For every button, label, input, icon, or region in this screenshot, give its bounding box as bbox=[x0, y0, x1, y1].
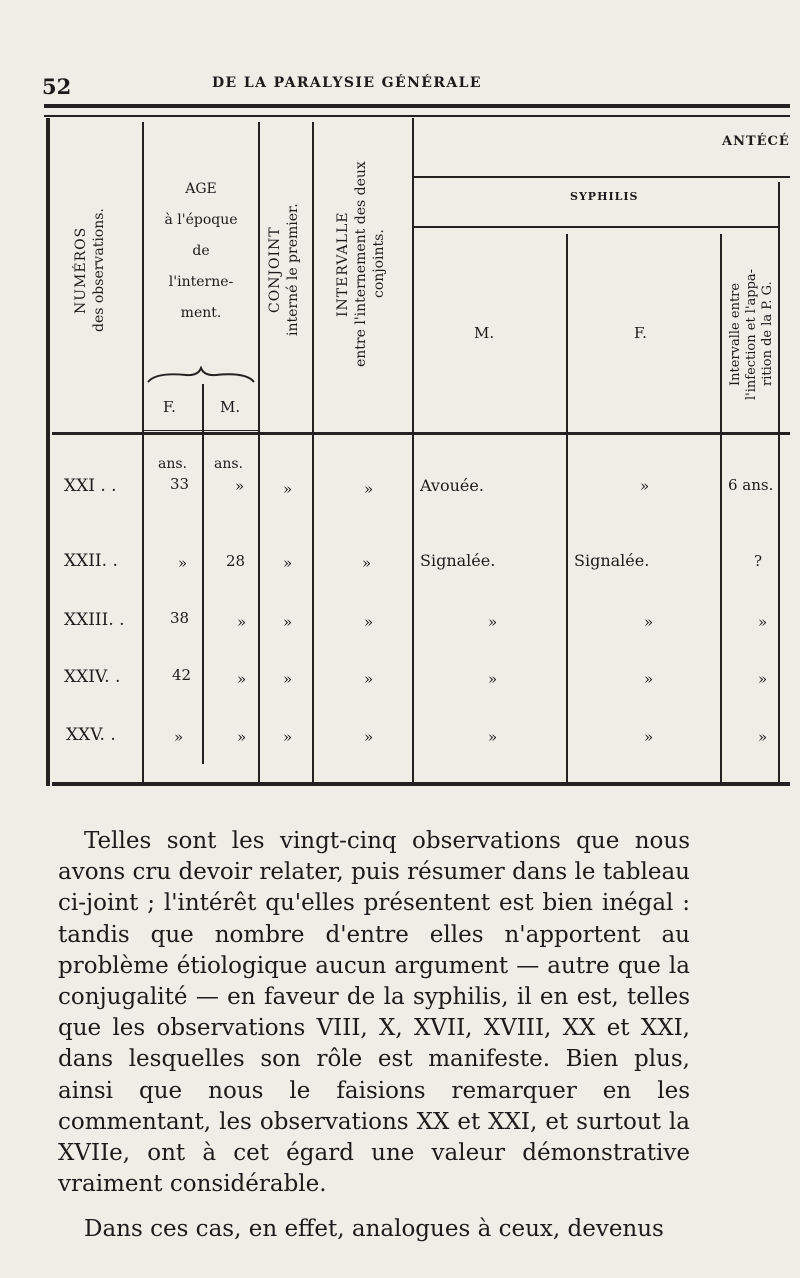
syphilis-female: » bbox=[640, 477, 650, 495]
syphilis-male: Avouée. bbox=[420, 476, 484, 495]
row-number: XXII. . bbox=[64, 551, 118, 571]
syphilis-female: » bbox=[644, 613, 654, 631]
page-number: 52 bbox=[42, 74, 72, 99]
infection-interval: » bbox=[758, 728, 768, 746]
conjoint-value: » bbox=[283, 554, 293, 572]
body-paragraph: Telles sont les vingt-cinq observations que nous avons cru devoir relater, puis résumer dans le tableau ci-joint ; l'intérêt qu'elles présentent est bien inégal : tandis que nombre d'entre elles n'apportent au problème étiologique aucun argument — autre que la conjugalité — en faveur de la syphilis, il en est, telles que les observations VIII, X, XVII, XVIII, XX et XXI, dans lesquelles son rôle est manifeste. Bien plus, ainsi que nous le faisions remarquer en les commentant, les observations XX et XXI, et surtout la XVIIe, ont à cet égard une valeur démonstrative vraiment considérable. bbox=[58, 828, 690, 1198]
syphilis-male: » bbox=[488, 670, 498, 688]
conjoint-value: » bbox=[283, 480, 293, 498]
age-male: 28 bbox=[226, 552, 246, 570]
syphilis-male: » bbox=[488, 728, 498, 746]
syphilis-male: Signalée. bbox=[420, 551, 496, 570]
syphilis-male: » bbox=[488, 613, 498, 631]
table-bottom-rule bbox=[52, 782, 790, 786]
age-sub-rule bbox=[144, 430, 258, 431]
age-female: 38 bbox=[170, 609, 190, 627]
header-age-m: M. bbox=[220, 398, 241, 416]
row-number: XXV. . bbox=[66, 725, 116, 745]
row-number: XXI . . bbox=[64, 476, 117, 496]
age-brace-icon bbox=[146, 366, 256, 388]
age-male: » bbox=[237, 728, 247, 746]
syphilis-female: » bbox=[644, 670, 654, 688]
syphilis-sub-rule bbox=[414, 226, 780, 228]
header-intervalle: INTERVALLE entre l'internement des deux conjoints. bbox=[335, 161, 387, 367]
header-syphilis: SYPHILIS bbox=[570, 190, 639, 203]
header-syphilis-f: F. bbox=[634, 324, 647, 342]
intervalle-value: » bbox=[364, 613, 374, 631]
body-paragraph-continued: Dans ces cas, en effet, analogues à ceux, devenus bbox=[84, 1216, 664, 1242]
age-female: » bbox=[174, 728, 184, 746]
row-number: XXIII. . bbox=[64, 610, 125, 630]
syphilis-female: Signalée. bbox=[574, 551, 650, 570]
table-top-rule bbox=[44, 104, 790, 108]
col-divider bbox=[566, 234, 568, 782]
header-age: AGE à l'époque de l'interne- ment. bbox=[164, 181, 238, 321]
col-divider bbox=[412, 118, 414, 782]
conjoint-value: » bbox=[283, 613, 293, 631]
age-male: » bbox=[237, 670, 247, 688]
col-divider bbox=[720, 234, 722, 782]
syphilis-female: » bbox=[644, 728, 654, 746]
col-divider bbox=[202, 384, 204, 764]
infection-interval: 6 ans. bbox=[728, 476, 774, 494]
infection-interval: » bbox=[758, 670, 768, 688]
age-female: 33 bbox=[170, 475, 190, 493]
conjoint-value: » bbox=[283, 728, 293, 746]
header-syphilis-m: M. bbox=[474, 324, 495, 342]
syphilis-top-rule bbox=[414, 176, 790, 178]
unit-ans-f: ans. bbox=[158, 456, 187, 472]
age-male: » bbox=[237, 613, 247, 631]
age-female: » bbox=[178, 554, 188, 572]
running-title: DE LA PARALYSIE GÉNÉRALE bbox=[212, 75, 482, 91]
header-antecedents: ANTÉCÉ bbox=[722, 134, 790, 149]
infection-interval: » bbox=[758, 613, 768, 631]
header-numeros: NUMÉROS des observations. bbox=[73, 208, 107, 332]
intervalle-value: » bbox=[364, 728, 374, 746]
age-male: » bbox=[235, 477, 245, 495]
age-female: 42 bbox=[172, 666, 192, 684]
intervalle-value: » bbox=[364, 480, 374, 498]
table-top-rule-thin bbox=[44, 115, 790, 117]
header-conjoint: CONJOINT interné le premier. bbox=[267, 203, 301, 337]
row-number: XXIV. . bbox=[64, 667, 121, 687]
unit-ans-m: ans. bbox=[214, 456, 243, 472]
col-divider bbox=[312, 122, 314, 782]
header-age-f: F. bbox=[163, 398, 176, 416]
table-left-border bbox=[46, 118, 50, 786]
conjoint-value: » bbox=[283, 670, 293, 688]
intervalle-value: » bbox=[362, 554, 372, 572]
table-header-divider bbox=[52, 432, 790, 435]
header-interval-infection: Intervalle entre l'infection et l'appa- rition de la P. G. bbox=[728, 268, 775, 400]
infection-interval: ? bbox=[754, 552, 763, 570]
col-divider bbox=[258, 122, 260, 782]
intervalle-value: » bbox=[364, 670, 374, 688]
